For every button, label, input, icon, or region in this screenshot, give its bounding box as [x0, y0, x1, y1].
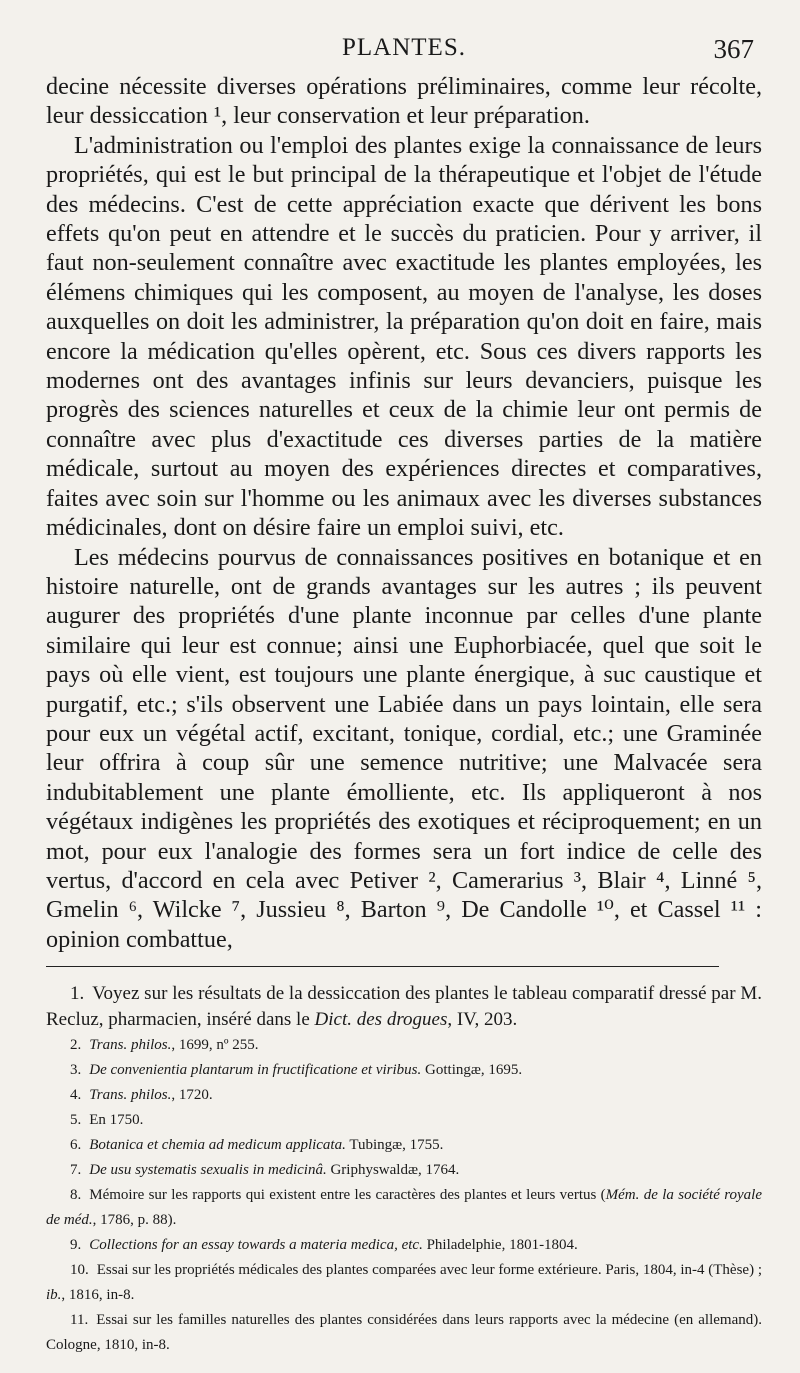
footnote-number: 6. [70, 1137, 82, 1154]
page-number: 367 [713, 34, 754, 64]
footnote-text: Essai sur les familles naturelles des plantes considérées dans leurs rapports avec la médecine (en allemand). Cologne, 1810, in-8. [46, 1312, 762, 1354]
footnote-text: Mémoire sur les rapports qui existent entre les caractères des plantes et leurs vertus ( [89, 1187, 606, 1204]
footnote-number: 10. [70, 1262, 89, 1279]
footnote-text: De usu systematis sexualis in medicinâ. [89, 1162, 327, 1179]
footnote-text: , 1720. [171, 1087, 213, 1104]
footnote-text: Botanica et chemia ad medicum applicata. [89, 1137, 346, 1154]
footnote-number: 1. [70, 983, 85, 1005]
footnote [46, 1108, 762, 1133]
footnote-text: , 1786, p. 88). [92, 1212, 177, 1229]
footnote-text: , 1816, in-8. [61, 1287, 135, 1304]
footnote-number: 9. [70, 1237, 82, 1254]
footnote [46, 1308, 762, 1358]
paragraph: decine nécessite diverses opérations préliminaires, comme leur récolte, leur dessiccation ¹, leur conservation et leur préparation. [46, 73, 762, 130]
body-text [46, 72, 762, 954]
footnote-text: Trans. philos. [89, 1037, 172, 1054]
footnote-text: Gottingæ, 1695. [421, 1062, 523, 1079]
footnote-number: 8. [70, 1187, 82, 1204]
footnote-number: 3. [70, 1062, 82, 1079]
footnote-number: 7. [70, 1162, 82, 1179]
footnote [46, 1233, 762, 1258]
footnote-text: Voyez sur les résultats de la dessiccation des plantes le tableau comparatif dressé par M. Recluz, pharmacien, inséré dans le [46, 983, 762, 1031]
footnote [46, 1083, 762, 1108]
footnote-text: En 1750. [89, 1112, 144, 1129]
footnote [46, 1183, 762, 1233]
footnote-text: , 1699, nº 255. [171, 1037, 259, 1054]
running-head [46, 28, 762, 72]
footnote-number: 11. [70, 1312, 89, 1329]
footnote [46, 981, 762, 1033]
footnote-number: 4. [70, 1087, 82, 1104]
footnote [46, 1133, 762, 1158]
footnote [46, 1033, 762, 1058]
footnote-text: De convenientia plantarum in fructificatione et viribus. [89, 1062, 422, 1079]
footnote-text: Trans. philos. [89, 1087, 172, 1104]
footnote-text: Tubingæ, 1755. [345, 1137, 444, 1154]
footnote-text: Dict. des drogues [314, 1009, 448, 1031]
paragraph: Les médecins pourvus de connaissances positives en botanique et en histoire naturelle, ont de grands avantages sur les autres ; ils peuvent augurer des propriétés d'une plante inconnue par celles d'une plante similaire qui leur est connue; ainsi une Euphorbiacée, quel que soit le pays où elle vient, est toujours une plante énergique, à suc caustique et purgatif, etc.; s'ils observent une Labiée dans un pays lointain, elle sera pour eux un végétal actif, excitant, tonique, cordial, etc.; une Graminée leur offrira à coup sûr une semence nutritive; une Malvacée sera indubitablement une plante émolliente, etc. Ils appliqueront à nos végétaux indigènes les propriétés des exotiques et réciproquement; en un mot, pour eux l'analogie des formes sera un fort indice de celle des vertus, d'accord en cela avec Petiver ², Camerarius ³, Blair ⁴, Linné ⁵, Gmelin ⁶, Wilcke ⁷, Jussieu ⁸, Barton ⁹, De Candolle ¹⁰, et Cassel ¹¹ : opinion combattue, [46, 543, 762, 953]
footnote [46, 1258, 762, 1308]
paragraph: L'administration ou l'emploi des plantes exige la connaissance de leurs propriétés, qui est le but principal de la thérapeutique et l'objet de l'étude des médecins. C'est de cette appréciation exacte que dérivent les bons effets qu'on peut en attendre et le succès du praticien. Pour y arriver, il faut non-seulement connaître avec exactitude les plantes employées, les élémens chimiques qui les composent, au moyen de l'analyse, les doses auxquelles on doit les administrer, la préparation qu'on doit en faire, mais encore la médication qu'elles opèrent, etc. Sous ces divers rapports les modernes ont des avantages infinis sur leurs devanciers, puisque les progrès des sciences naturelles et ceux de la chimie leur ont permis de connaître avec plus d'exactitude ces diverses parties de la matière médicale, surtout au moyen des expériences directes et comparatives, faites avec soin sur l'homme ou les animaux avec les diverses substances médicinales, dont on désire faire un emploi suivi, etc. [46, 131, 762, 542]
footnote-text: ib. [46, 1287, 62, 1304]
footnote-rule [46, 966, 719, 967]
footnote [46, 1058, 762, 1083]
footnotes [46, 981, 762, 1358]
footnote-text: Griphyswaldæ, 1764. [326, 1162, 460, 1179]
footnote-text: , IV, 203. [447, 1009, 518, 1031]
footnote-number: 5. [70, 1112, 82, 1129]
footnote-text: Collections for an essay towards a materia medica, etc. [89, 1237, 423, 1254]
footnote-text: Essai sur les propriétés médicales des plantes comparées avec leur forme extérieure. Paris, 1804, in-4 (Thèse) ; [96, 1262, 762, 1279]
running-title: PLANTES. [342, 34, 466, 61]
footnote-text: Philadelphie, 1801-1804. [422, 1237, 578, 1254]
footnote-text: Mém. de la société royale de méd. [46, 1187, 762, 1229]
footnote [46, 1158, 762, 1183]
footnote-number: 2. [70, 1037, 82, 1054]
